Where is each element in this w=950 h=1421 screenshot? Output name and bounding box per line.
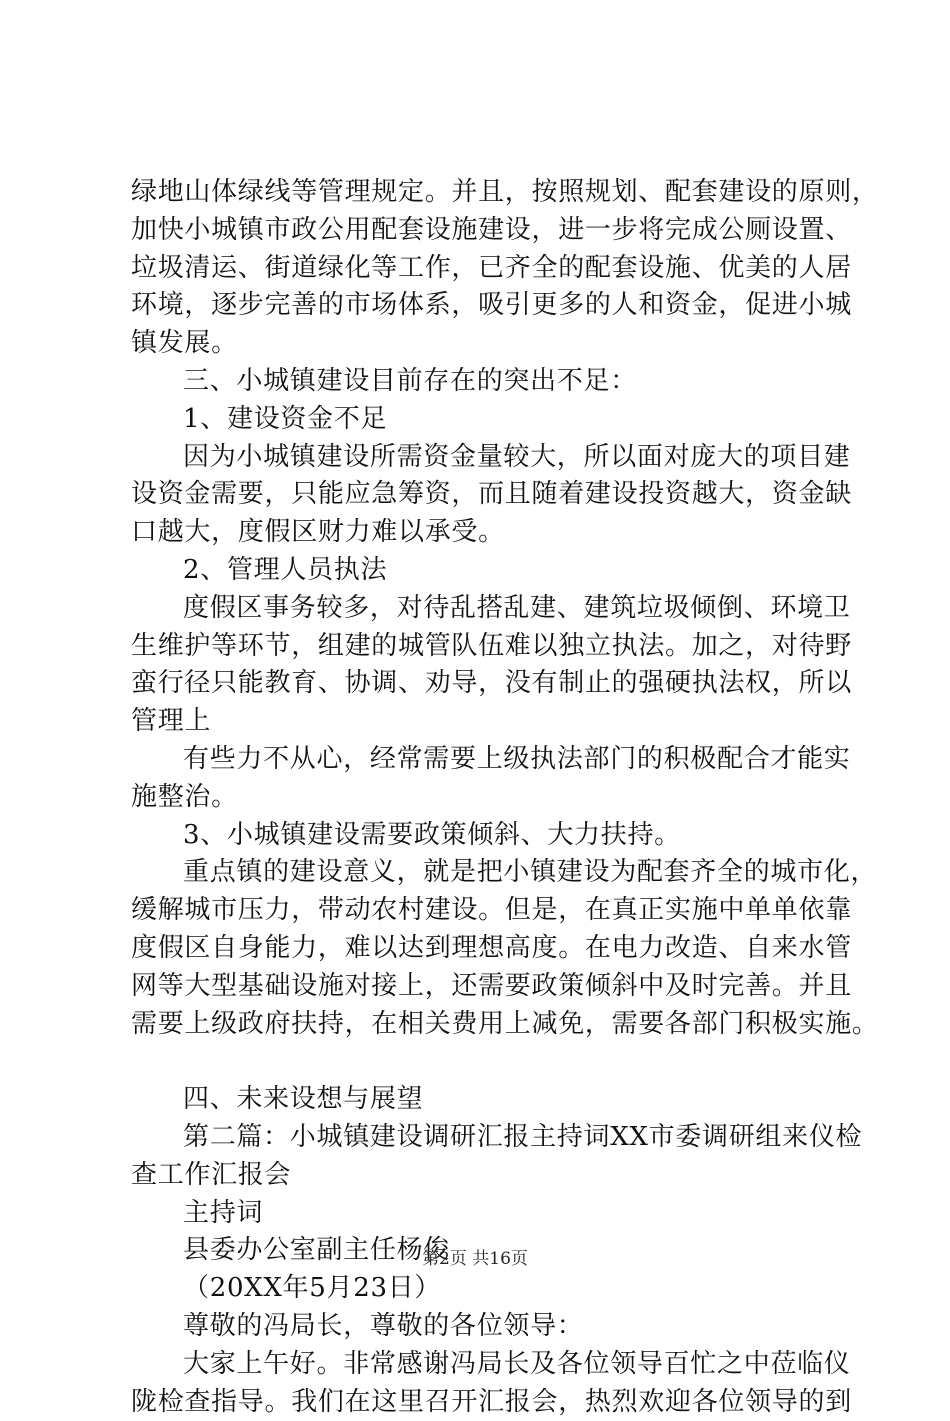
text-line-9: 设资金需要，只能应急筹资，而且随着建设投资越大，资金缺: [131, 476, 831, 514]
salutation-line: 尊敬的冯局长，尊敬的各位领导：: [131, 1308, 831, 1346]
text-line-13: 生维护等环节，组建的城管队伍难以独立执法。加之，对待野: [131, 628, 831, 666]
text-line-23: 需要上级政府扶持，在相关费用上减免，需要各部门积极实施。: [131, 1006, 831, 1044]
date-line: （20XX年5月23日）: [131, 1270, 831, 1308]
chapter-heading-2: 第二篇：小城镇建设调研汇报主持词XX市委调研组来仪检: [131, 1119, 831, 1157]
text-line-19: 重点镇的建设意义，就是把小镇建设为配套齐全的城市化，: [131, 854, 831, 892]
text-line-15: 管理上: [131, 703, 831, 741]
text-line-20: 缓解城市压力，带动农村建设。但是，在真正实施中单单依靠: [131, 892, 831, 930]
text-line-1: 绿地山体绿线等管理规定。并且，按照规划、配套建设的原则，: [131, 174, 831, 212]
text-line-5: 镇发展。: [131, 325, 831, 363]
text-line-21: 度假区自身能力，难以达到理想高度。在电力改造、自来水管: [131, 930, 831, 968]
text-line-22: 网等大型基础设施对接上，还需要政策倾斜中及时完善。并且: [131, 968, 831, 1006]
text-line-27: 查工作汇报会: [131, 1157, 831, 1195]
text-line-32: 大家上午好。非常感谢冯局长及各位领导百忙之中莅临仪: [131, 1346, 831, 1384]
text-line-8: 因为小城镇建设所需资金量较大，所以面对庞大的项目建: [131, 439, 831, 477]
text-line-17: 施整治。: [131, 779, 831, 817]
section-heading-3: 三、小城镇建设目前存在的突出不足：: [131, 363, 831, 401]
page-number-footer: 第2页 共16页: [0, 1244, 950, 1269]
text-line-10: 口越大，度假区财力难以承受。: [131, 514, 831, 552]
subheading-funding: 1、建设资金不足: [131, 401, 831, 439]
text-line-33: 陇检查指导。我们在这里召开汇报会，热烈欢迎各位领导的到: [131, 1384, 831, 1421]
subheading-policy: 3、小城镇建设需要政策倾斜、大力扶持。: [131, 817, 831, 855]
text-line-14: 蛮行径只能教育、协调、劝导，没有制止的强硬执法权，所以: [131, 665, 831, 703]
section-heading-4: 四、未来设想与展望: [131, 1081, 831, 1119]
text-line-28: 主持词: [131, 1195, 831, 1233]
text-line-4: 环境，逐步完善的市场体系，吸引更多的人和资金，促进小城: [131, 287, 831, 325]
subheading-enforcement: 2、管理人员执法: [131, 552, 831, 590]
speaker-line: 县委办公室副主任杨俊: [131, 1232, 831, 1270]
blank-line: [131, 1043, 831, 1081]
text-line-3: 垃圾清运、街道绿化等工作，已齐全的配套设施、优美的人居: [131, 250, 831, 288]
text-line-2: 加快小城镇市政公用配套设施建设，进一步将完成公厕设置、: [131, 212, 831, 250]
text-line-16: 有些力不从心，经常需要上级执法部门的积极配合才能实: [131, 741, 831, 779]
text-line-12: 度假区事务较多，对待乱搭乱建、建筑垃圾倾倒、环境卫: [131, 590, 831, 628]
document-body: [131, 174, 831, 1421]
